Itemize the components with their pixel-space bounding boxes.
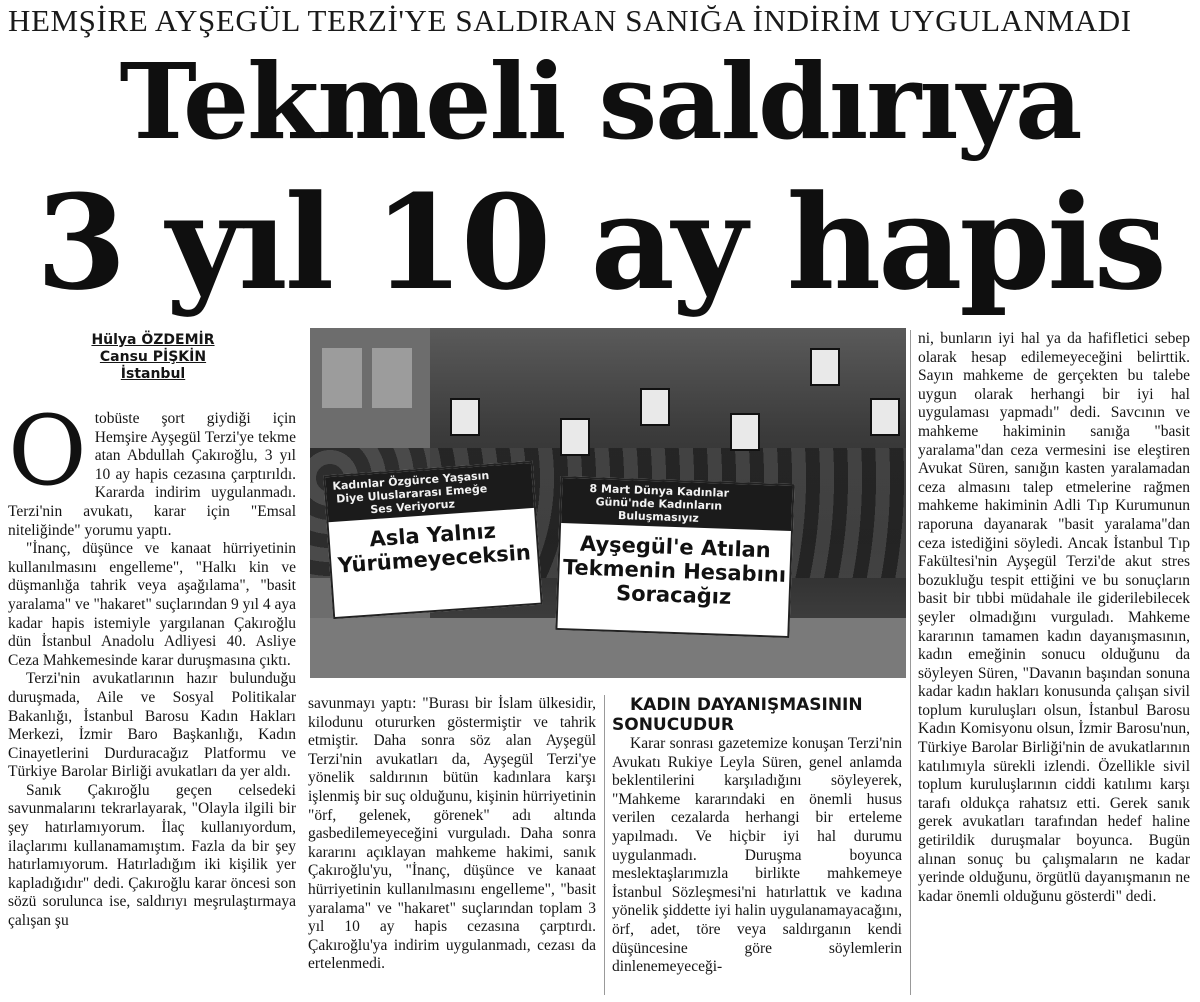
article-column-3 xyxy=(612,695,902,977)
paragraph: tobüste şort giydiği için Hemşire Ayşegül Terzi'ye tekme atan Abdullah Çakıroğlu, 3 yıl 10 ay hapis cezasına çarptırıldı. Kararda indirim uygulanmadı. Terzi'nin avukatı, karar için "Emsal niteliğinde" yorumu yaptı. xyxy=(8,410,296,539)
protest-banner-2 xyxy=(555,476,794,638)
protest-sign xyxy=(810,348,840,386)
drop-cap: O xyxy=(8,395,87,507)
column-divider xyxy=(910,330,911,995)
paragraph: savunmayı yaptı: "Burası bir İslam ülkesidir, kilodunu otururken göstermiştir ve tahrik etmiştir. Daha sonra söz alan Ayşegül Terzi'nin avukatları da, Ayşegül Terzi'ye yönelik saldırının bütün kadınlara karşı işlenmiş bir suç olduğunu, kişinin hürriyetinin "örf, gelenek, görenek" adı altında gasbedilemeyeceğini vurguladı. Daha sonra kararını açıklayan mahkeme hakimi, sanık Çakıroğlu'yu, "İnanç, düşünce ve kanaat hürriyetinin kullanılmasını engelleme", "basit yaralama" ve "hakaret" suçlarından toplam 3 yıl 10 ay hapis cezasına çarptırdı. Çakıroğlu'ya indirim uygulanmadı, cezası da ertelenmedi. xyxy=(308,695,596,973)
paragraph: Karar sonrası gazetemize konuşan Terzi'nin Avukatı Rukiye Leyla Süren, genel anlamda beklentilerini karşıladığını söyleyerek, "Mahkeme kararındaki en önemli husus verilen cezalarda herhangi bir erteleme yapılmadı. Ve hiçbir iyi hal durumu uygulanmadı. Duruşma boyunca meslektaşlarımızla birlikte mahkemeye İstanbul Sözleşmesi'ni hatırlattık ve kadına yönelik şiddette iyi halin uygulanamayacağını, örf, adet, töre veya saldırganın kendi düşüncesine göre söylemlerin dinlenemeyeceği- xyxy=(612,735,902,976)
main-headline-line2: 3 yıl 10 ay hapis xyxy=(36,166,1164,319)
main-headline-line1: Tekmeli saldırıya xyxy=(119,40,1081,163)
protest-photo xyxy=(310,328,906,678)
window xyxy=(322,348,362,408)
byline-author-2: Cansu PİŞKİN xyxy=(99,349,207,365)
byline xyxy=(78,332,228,383)
column-divider xyxy=(604,695,605,995)
article-column-4 xyxy=(918,330,1190,906)
protest-sign xyxy=(640,388,670,426)
banner-2-top-text: 8 Mart Dünya Kadınlar Günü'nde Kadınların Buluşmasıyız xyxy=(561,478,792,531)
protest-sign xyxy=(870,398,900,436)
protest-sign xyxy=(730,413,760,451)
subheading: KADIN DAYANIŞMASININ SONUCUDUR xyxy=(612,695,863,735)
article-column-1 xyxy=(8,395,296,931)
banner-1-top-text: Kadınlar Özgürce Yaşasın Diye Uluslararası Emeğe Ses Veriyoruz xyxy=(325,463,534,522)
byline-author-1: Hülya ÖZDEMİR xyxy=(91,332,215,348)
banner-1-main-text: Asla Yalnız Yürümeyeceksin xyxy=(337,518,532,578)
paragraph: Sanık Çakıroğlu geçen celsedeki savunmalarını tekrarlayarak, "Olayla ilgili bir şey hatırlamıyorum. İlaç kullanıyordum, ilaçlarımı kullanamamıştım. Fazla da bir şey hatırlamıyorum. Hatırladığım iki kişilik yer kapladığıdır" dedi. Çakıroğlu karar öncesi son sözü sorulunca ise, saldırıyı meşrulaştırmaya çalışan şu xyxy=(8,781,296,930)
protest-sign xyxy=(560,418,590,456)
protest-sign xyxy=(450,398,480,436)
protest-banner-1 xyxy=(323,461,543,619)
article-column-2 xyxy=(308,695,596,974)
window xyxy=(372,348,412,408)
kicker-headline: HEMŞİRE AYŞEGÜL TERZİ'YE SALDIRAN SANIĞA İNDİRİM UYGULANMADI xyxy=(8,3,1132,38)
paragraph: Terzi'nin avukatlarının hazır bulunduğu duruşmada, Aile ve Sosyal Politikalar Bakanlığı, İstanbul Barosu Kadın Hakları Merkezi, İzmir Baro Başkanlığı, Kadın Cinayetlerini Durduracağız Platformu ve Türkiye Barolar Birliği avukatları da yer aldı. xyxy=(8,670,296,781)
paragraph: ni, bunların iyi hal ya da hafifletici sebep olarak hesap edilemeyeceğini belirttik. Sayın mahkeme de gerçekten bu talebe uygun olarak herhangi bir iyi hal uygulaması yapmadı" dedi. Savcının ve mahkeme hakiminin sanığa "basit yaralama"dan ceza vermesini ise eleştiren Avukat Süren, sanığın kasten yaralamadan ceza almasını talep etmelerine rağmen mahkeme hakiminin Adli Tıp Kurumunun raporuna dayanarak "basit yaralama"dan ceza istediğini söyledi. Ancak İstanbul Tıp Fakültesi'nin Ayşegül Terzi'de akut stres bozukluğu tespit ettiğini ve bu sonuçların basit bir tıbbi müdahale ile giderilebilecek şeyler olmadığını vurguladı. Mahkeme kararının tamamen kadın dayanışmasının, kadın emeğinin sonucu olduğunu da söyleyen Süren, "Davanın başından sonuna kadar kadın hakları konusunda çalışan sivil toplum kuruluşları olsun, İstanbul Barosu Kadın Komisyonu olsun, İzmir Barosu'nun, Türkiye Barolar Birliği'nin de avukatlarının katılımıyla sürekli izlendi. Özellikle sivil toplum kuruluşlarının ciddi katılımı karşı tarafı oldukça rahatsız etti. Gerek sanık gerek avukatları tarafından hedef haline getirildik duruşmalar boyunca. Bugün alınan sonuç bu çalışmaların ne kadar yerinde olduğunu, örgütlü dayanışmanın ne kadar önemli olduğunu gösterdi" dedi. xyxy=(918,330,1190,905)
byline-location: İstanbul xyxy=(120,366,186,382)
banner-2-main-text: Ayşegül'e Atılan Tekmenin Hesabını Soracağız xyxy=(562,531,787,609)
paragraph: "İnanç, düşünce ve kanaat hürriyetinin kullanılmasını engelleme", "Halkı kin ve düşmanlığa tahrik veya aşağılama", "basit yaralama" ve "hakaret" suçlarından 9 yıl 4 aya kadar hapis istemiyle yargılanan Çakıroğlu dün İstanbul Anadolu Adliyesi 40. Asliye Ceza Mahkemesinde karar duruşmasına çıktı. xyxy=(8,540,296,669)
